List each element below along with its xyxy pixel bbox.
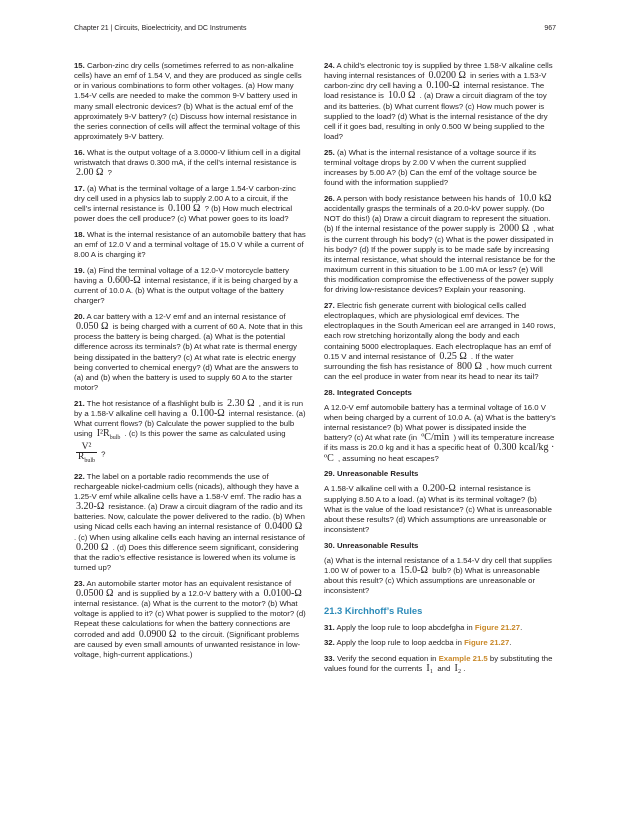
problem-number: 16. — [74, 147, 85, 157]
denominator-subscript: bulb — [84, 458, 96, 465]
problem-29-heading — [324, 469, 556, 479]
problem-number: 29. — [324, 469, 335, 479]
problem-29 — [324, 484, 556, 535]
math-fraction — [76, 443, 97, 466]
problem-22 — [74, 472, 306, 574]
problem-32 — [324, 638, 556, 648]
problem-text: . (c) Is this power the same as calculated using — [124, 429, 286, 439]
problem-text: A person with body resistance between his hands of — [336, 193, 515, 203]
problem-number: 17. — [74, 183, 85, 193]
math-expression: 10.0 kΩ — [519, 192, 552, 204]
problem-24 — [324, 61, 556, 142]
fraction-denominator — [76, 453, 97, 466]
problem-21 — [74, 399, 306, 467]
math-expression: 0.100-Ω — [426, 80, 460, 92]
problem-text: by substituting the values found for the currents — [324, 653, 553, 673]
problem-text: internal resistance, if it is being charged by a current of 10.0 A. (b) What is the output voltage of the battery charger? — [74, 275, 298, 306]
problem-text: , assuming no heat escapes? — [337, 453, 439, 463]
math-expression: 0.0200 Ω — [428, 70, 466, 82]
problem-19 — [74, 266, 306, 307]
problem-text: Verify the second equation in — [336, 653, 437, 663]
math-expression: 0.100-Ω — [191, 407, 225, 419]
problem-17 — [74, 184, 306, 225]
problem-text: ) will its temperature increase if its mass is 20.0 kg and it has a specific heat of — [324, 433, 555, 453]
problem-text: , what is the current through his body? (c) What is the power dissipated in his body? (d) If the power supply is to be made safe by increasing its internal resistance, what should the internal resistance be for the maximum current in this situation to be 1.00 mA or less? (e) Will this modification compromise the effectiveness of the power supply for driving low-resistance devices? Explain your reasoning. — [324, 224, 556, 295]
fraction-numerator: V² — [76, 443, 97, 453]
math-expression: 0.200 Ω — [76, 541, 109, 553]
problem-23 — [74, 579, 306, 660]
problem-28 — [324, 403, 556, 464]
problem-text: Electric fish generate current with biological cells called electroplaques, which are physiological emf devices. The electroplaques in the South American eel are arranged in 140 rows, each row stretching horizontally along the body and each containing 5000 electroplaques. Each electroplaque has an emf of 0.15 V and internal resistance of — [324, 300, 556, 361]
problem-text: (a) What is the internal resistance of a 1.54-V dry cell that supplies 1.00 W of power to a — [324, 555, 552, 576]
problem-text: . — [509, 638, 512, 648]
math-expression: 0.100 Ω — [168, 203, 201, 215]
problem-text: A car battery with a 12-V emf and an internal resistance of — [86, 311, 286, 321]
problem-number: 24. — [324, 61, 335, 70]
math-expression: 0.0400 Ω — [264, 521, 303, 533]
problem-text: Apply the loop rule to loop abcdefgha in — [336, 622, 473, 632]
problem-25 — [324, 148, 556, 189]
problem-27 — [324, 301, 556, 382]
page-number: 967 — [544, 25, 556, 32]
problem-number: 23. — [74, 578, 85, 588]
problem-text: internal resistance is supplying 8.50 A to a load. (a) What is its terminal voltage? (b) What is the value of the load resistance? (c) What is unreasonable about these results? (d) Which assumptions are unreasonable or inconsistent? — [324, 484, 552, 535]
math-expression — [95, 428, 123, 442]
problem-text: and — [437, 663, 451, 673]
problem-number: 20. — [74, 311, 85, 321]
right-column — [324, 61, 556, 680]
figure-link[interactable]: Figure 21.27 — [464, 638, 510, 648]
math-expression: 3.20-Ω — [76, 501, 105, 513]
problem-text: is being charged with a current of 60 A. Note that in this process the battery is being charged. (a) What is the potential difference across its terminals? (b) At what rate is thermal energy being dissipated in the battery? (c) At what rate is electric energy being converted to chemical energy? (d) What are the answers to (a) and (b) when the battery is used to supply 60 A to the starter motor? — [74, 322, 303, 393]
problem-text: (a) What is the terminal voltage of a large 1.54-V carbon-zinc dry cell used in a physics lab to supply 2.00 A to a circuit, if the cell’s internal resistance is — [74, 183, 296, 214]
problem-text: A 12.0-V emf automobile battery has a terminal voltage of 16.0 V when being charged by a current of 10.0 A. (a) What is the battery’s internal resistance? (b) What power is dissipated inside the battery? (c) At what rate (in — [324, 402, 556, 443]
problem-text: ? (b) How much electrical power does the cell produce? (c) What power goes to its load? — [74, 204, 293, 224]
problem-20 — [74, 312, 306, 393]
problem-number: 21. — [74, 398, 85, 408]
figure-link[interactable]: Figure 21.27 — [474, 622, 521, 632]
math-subscript: bulb — [109, 435, 121, 442]
math-expression: 2000 Ω — [499, 223, 530, 235]
problem-category: Unreasonable Results — [336, 540, 419, 550]
problem-number: 15. — [74, 61, 85, 70]
problem-text: A 1.58-V alkaline cell with a — [324, 484, 419, 494]
math-expression: 0.050 Ω — [76, 321, 109, 333]
problem-33 — [324, 654, 556, 674]
problem-28-heading — [324, 388, 556, 398]
math-main: I²R — [96, 428, 110, 440]
problem-text: resistance. (a) Draw a circuit diagram of the radio and its batteries. Now, calculate the power delivered to the radio. (b) When using Nicad cells each having an internal resistance of — [74, 502, 305, 532]
problem-text: . (a) Draw a circuit diagram of the toy and its batteries. (b) What current flows? (c) How much power is supplied to the load? (d) What is the internal resistance of the dry cell if it goes bad, resulting in only 0.500 W being supplied to the load? — [324, 91, 548, 142]
page-header — [74, 25, 556, 32]
problem-number: 32. — [324, 638, 335, 648]
problem-number: 22. — [74, 471, 85, 481]
problem-18 — [74, 230, 306, 260]
math-expression: 0.0500 Ω — [76, 587, 114, 599]
denominator-main: R — [78, 452, 85, 463]
chapter-title: Chapter 21 | Circuits, Bioelectricity, and DC Instruments — [74, 25, 247, 32]
math-expression: I₂ — [454, 662, 462, 674]
left-column — [74, 61, 306, 666]
math-expression: ºC/min — [421, 432, 450, 444]
problem-text: . — [520, 622, 523, 632]
problem-text: . If the water surrounding the fish has resistance of — [324, 351, 514, 371]
math-expression: 10.0 Ω — [388, 90, 416, 102]
problem-text: , and it is run by a 1.58-V alkaline cell having a — [74, 398, 304, 418]
problem-text: bulb? (b) What is unreasonable about this result? (c) Which assumptions are unreasonable or inconsistent? — [324, 566, 540, 596]
math-expression: 0.25 Ω — [439, 350, 467, 362]
math-expression: 0.0100-Ω — [263, 587, 302, 599]
problem-category: Integrated Concepts — [336, 387, 412, 397]
math-expression: 2.30 Ω — [227, 397, 255, 409]
problem-category: Unreasonable Results — [336, 469, 419, 479]
problem-text: accidentally grasps the terminals of a 20.0-kV power supply. (Do NOT do this!) (a) Draw a circuit diagram to represent the situation. (b) If the internal resistance of the power supply is — [324, 204, 551, 234]
problem-text: What is the output voltage of a 3.0000-V lithium cell in a digital wristwatch that draws 0.300 mA, if the cell’s internal resistance is — [74, 147, 301, 167]
math-expression: 0.200-Ω — [422, 483, 456, 495]
problem-number: 18. — [74, 229, 85, 239]
problem-text: to the circuit. (Significant problems are caused by even small amounts of unwanted resistance in low-voltage, high-current applications.) — [74, 629, 301, 659]
math-expression: 2.00 Ω — [76, 167, 104, 179]
problem-text: in series with a 1.53-V carbon-zinc dry cell having a — [324, 71, 547, 91]
problem-number: 25. — [324, 147, 335, 157]
problem-text: (a) Find the terminal voltage of a 12.0-V motorcycle battery having a — [74, 265, 289, 285]
math-expression: 800 Ω — [456, 360, 482, 372]
math-expression: I₁ — [426, 662, 434, 674]
problem-number: 33. — [324, 653, 335, 663]
problem-text: . (c) When using alkaline cells each having an internal resistance of — [74, 532, 305, 542]
problem-15 — [74, 61, 306, 142]
problem-number: 19. — [74, 265, 85, 275]
problem-text: ? — [107, 168, 112, 178]
problem-text: An automobile starter motor has an equivalent resistance of — [86, 578, 292, 588]
problem-text: The label on a portable radio recommends the use of rechargeable nickel-cadmium cells (nicads), although they have a 1.25-V emf while alkaline cells have a 1.58-V emf. The radio has a — [74, 471, 302, 502]
problem-text: internal resistance. (a) What current flows? (b) Calculate the power supplied to the bulb using — [74, 408, 306, 439]
problem-number: 27. — [324, 300, 335, 310]
problem-number: 30. — [324, 540, 335, 550]
problem-text: and is supplied by a 12.0-V battery with a — [117, 588, 260, 598]
problem-text: . (d) Does this difference seem significant, considering that the radio’s effective resistance is lowered when its volume is turned up? — [74, 542, 299, 573]
problem-number: 28. — [324, 387, 335, 397]
problem-text: What is the internal resistance of an automobile battery that has an emf of 12.0 V and a terminal voltage of 15.0 V while a current of 8.00 A is charging it? — [74, 229, 306, 260]
problem-number: 26. — [324, 193, 335, 203]
math-expression: 0.600-Ω — [107, 274, 141, 286]
math-expression: 15.0-Ω — [399, 565, 428, 577]
problem-16 — [74, 148, 306, 178]
problem-text: , how much current can the eel produce in water from near its head to near its tail? — [324, 361, 552, 382]
problem-26 — [324, 194, 556, 296]
problem-text: internal resistance. The load resistance is — [324, 81, 545, 101]
example-link[interactable]: Example 21.5 — [438, 653, 488, 663]
problem-text: Apply the loop rule to loop aedcba in — [336, 638, 462, 648]
section-heading: 21.3 Kirchhoff’s Rules — [324, 604, 423, 616]
problem-30-heading — [324, 541, 556, 551]
problem-text: Carbon-zinc dry cells (sometimes referred to as non-alkaline cells) have an emf of 1.54 V, and they are produced as single cells or in various combinations to form other voltages. (a) How many 1.54-V cells are needed to make the common 9-V battery used in many small electronic devices? (b) What is the actual emf of the approximately 9-V battery? (c) Discuss how internal resistance in the series connection of cells will affect the terminal voltage of this approximately 9-V battery. — [74, 61, 302, 142]
problem-30 — [324, 556, 556, 597]
math-expression: 0.300 kcal/kg · ºC — [324, 442, 555, 464]
problem-number: 31. — [324, 622, 335, 632]
math-expression: 0.0900 Ω — [138, 628, 177, 640]
problem-31 — [324, 623, 556, 633]
problem-text: (a) What is the internal resistance of a voltage source if its terminal voltage drops by 2.00 V when the current supplied increases by 5.00 A? (b) Can the emf of the voltage source be found with the information supplied? — [324, 147, 537, 188]
problem-text: The hot resistance of a flashlight bulb is — [86, 398, 223, 408]
problem-text: . — [463, 663, 466, 673]
problem-text: A child’s electronic toy is supplied by three 1.58-V alkaline cells having internal resistances of — [324, 61, 553, 81]
problem-text: ? — [101, 449, 106, 459]
problem-text: internal resistance. (a) What is the current to the motor? (b) What voltage is applied to it? (c) What power is supplied to the motor? (d) Repeat these calculations for when the battery connections are corroded and add — [74, 599, 306, 639]
